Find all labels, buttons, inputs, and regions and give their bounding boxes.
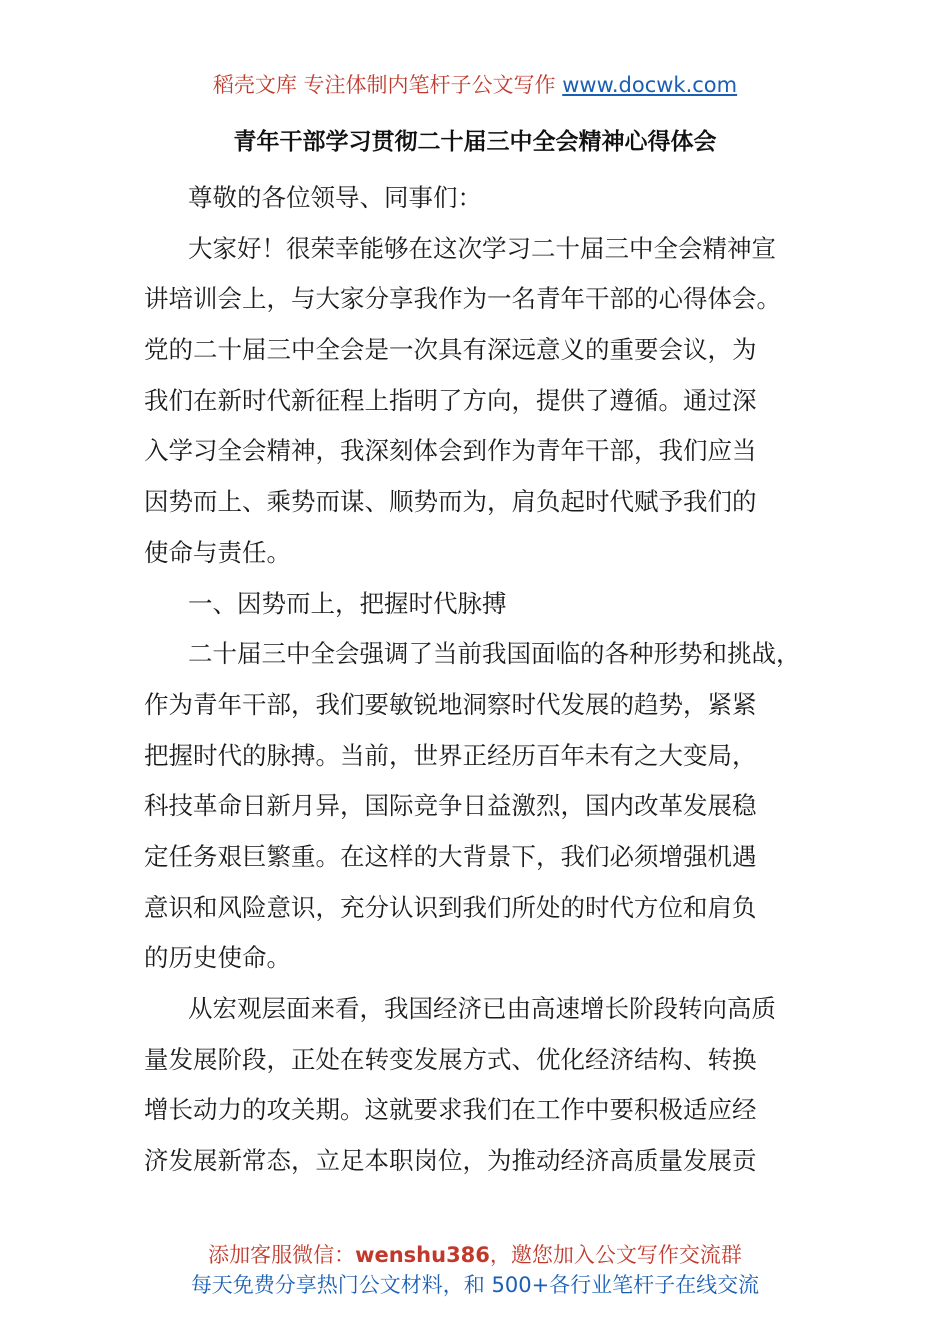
footer-share-line: 每天免费分享热门公文材料，和 500+各行业笔杆子在线交流 (190, 1273, 760, 1297)
salutation-line: 尊敬的各位领导、同事们： (188, 183, 482, 212)
footer-contact-prefix: 添加客服微信： (208, 1243, 356, 1267)
paragraph-line: 济发展新常态，立足本职岗位，为推动经济高质量发展贡 (144, 1146, 757, 1176)
header-banner (0, 70, 950, 100)
paragraph-line: 的历史使命。 (144, 943, 291, 973)
footer-contact-suffix: ，邀您加入公文写作交流群 (489, 1243, 742, 1267)
paragraph-line: 我们在新时代新征程上指明了方向，提供了遵循。通过深 (144, 385, 757, 415)
paragraph-line: 讲培训会上，与大家分享我作为一名青年干部的心得体会。 (144, 284, 781, 314)
header-brand-text: 稻壳文库 专注体制内笔杆子公文写作 (212, 73, 556, 97)
footer-promo (0, 1240, 950, 1300)
document-body (144, 173, 834, 1187)
site-link[interactable]: www.docwk.com (562, 73, 738, 97)
paragraph-line: 科技革命日新月异，国际竞争日益激烈，国内改革发展稳 (144, 791, 757, 821)
paragraph-line: 使命与责任。 (144, 537, 291, 567)
paragraph-line: 党的二十届三中全会是一次具有深远意义的重要会议，为 (144, 335, 757, 365)
wechat-id: wenshu386 (355, 1243, 490, 1267)
paragraph-line: 作为青年干部，我们要敏锐地洞察时代发展的趋势，紧紧 (144, 689, 757, 719)
document-title: 青年干部学习贯彻二十届三中全会精神心得体会 (233, 129, 717, 155)
paragraph-line: 因势而上、乘势而谋、顺势而为，肩负起时代赋予我们的 (144, 487, 757, 517)
paragraph-line: 大家好！很荣幸能够在这次学习二十届三中全会精神宣 (188, 233, 776, 263)
footer-contact-line (0, 1240, 950, 1270)
paragraph-line: 量发展阶段，正处在转变发展方式、优化经济结构、转换 (144, 1044, 757, 1074)
paragraph-line: 二十届三中全会强调了当前我国面临的各种形势和挑战， (188, 639, 801, 669)
section-heading: 一、因势而上，把握时代脉搏 (188, 588, 507, 618)
paragraph-line: 把握时代的脉搏。当前，世界正经历百年未有之大变局， (144, 740, 757, 770)
paragraph-line: 意识和风险意识，充分认识到我们所处的时代方位和肩负 (144, 892, 757, 922)
paragraph-line: 增长动力的攻关期。这就要求我们在工作中要积极适应经 (144, 1095, 757, 1125)
paragraph-line: 定任务艰巨繁重。在这样的大背景下，我们必须增强机遇 (144, 841, 757, 871)
paragraph-line: 入学习全会精神，我深刻体会到作为青年干部，我们应当 (144, 436, 757, 466)
paragraph-line: 从宏观层面来看，我国经济已由高速增长阶段转向高质 (188, 994, 776, 1023)
